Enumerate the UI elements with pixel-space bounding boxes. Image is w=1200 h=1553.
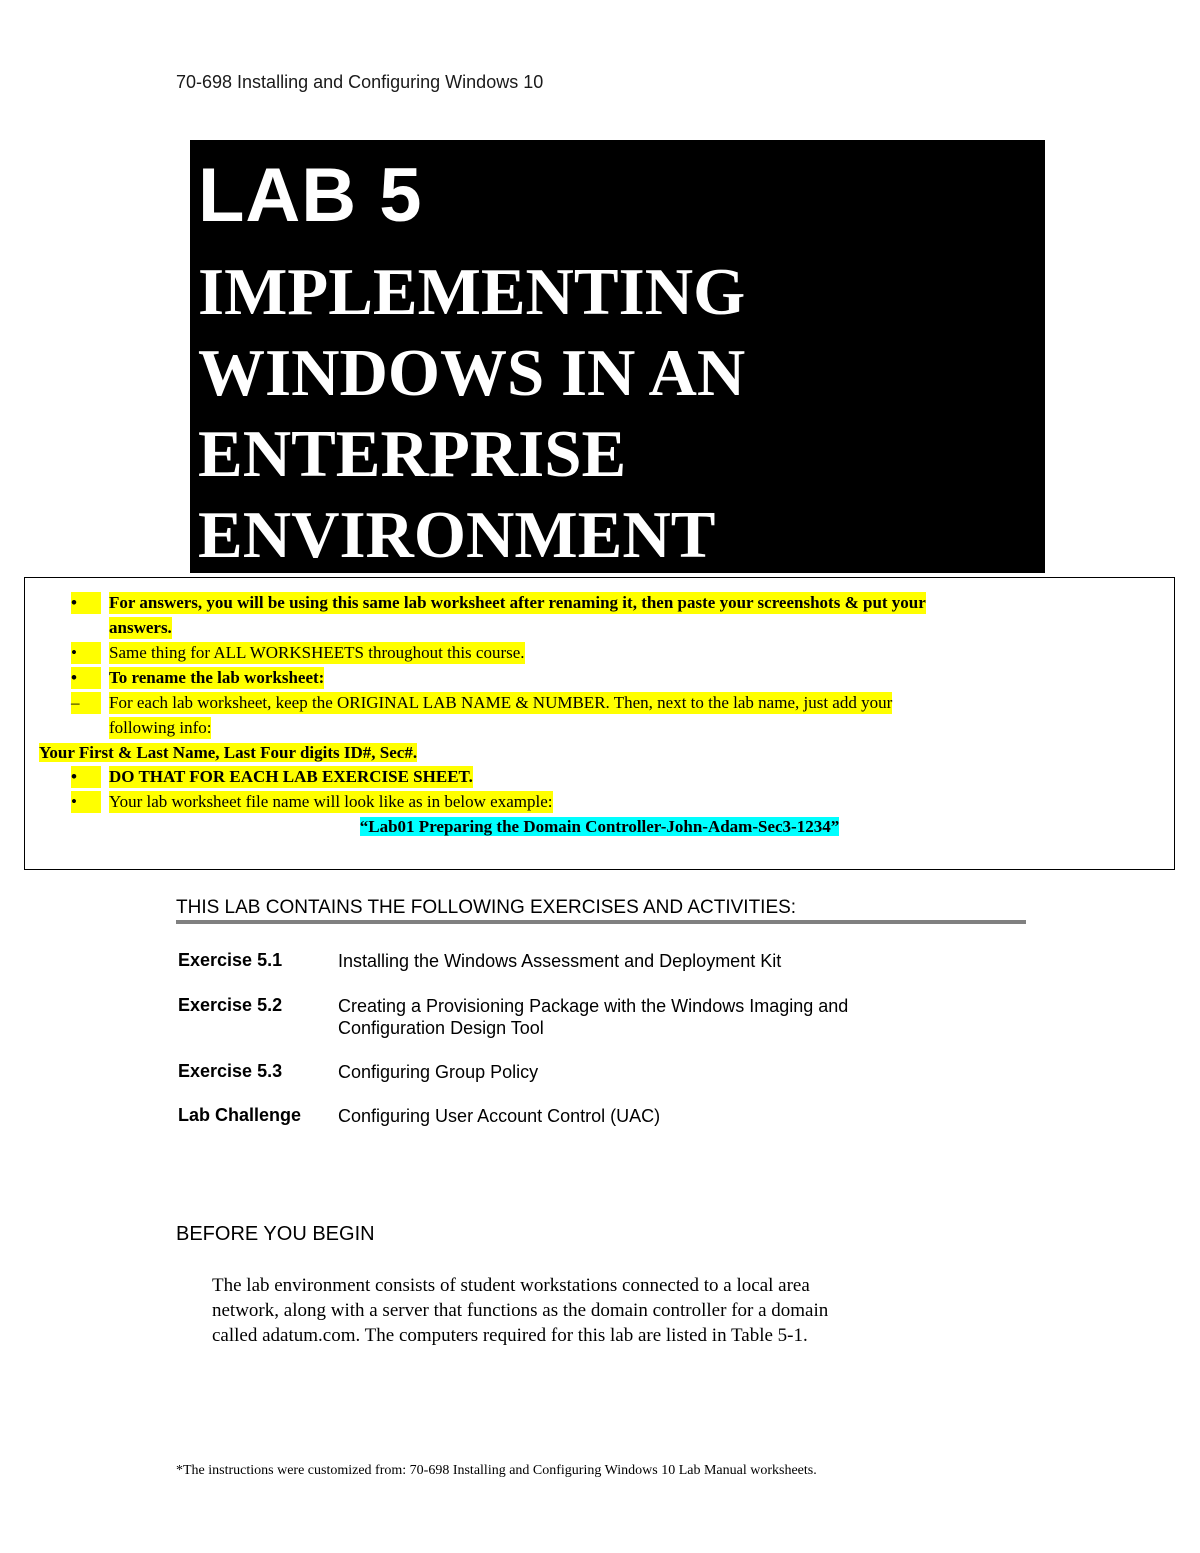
bullet-icon: •	[71, 667, 101, 689]
bullet-icon: •	[71, 791, 101, 813]
instructions-box: • For answers, you will be using this same lab worksheet after renaming it, then paste your screenshots & put your answers. • Same thing for ALL WORKSHEETS throughout this course. • To rename the lab worksheet: – For each lab worksheet, keep the ORIGINAL LAB NAME & NUMBER. Then, next to the lab name, just add your following info: Your First & Last Name, Last Four digits ID#, Sec#. • DO THAT FOR EACH LAB EXERCISE SHEET. • Your lab worksheet file name will look like as in below example: “Lab01 Preparing the Domain Controller-John-Adam-Sec3-1234”	[24, 577, 1175, 870]
lab-title-line: ENVIRONMENT	[198, 498, 716, 572]
lab-number: LAB 5	[198, 153, 423, 238]
before-you-begin-heading: BEFORE YOU BEGIN	[176, 1223, 375, 1245]
exercise-label: Exercise 5.2	[178, 995, 283, 1015]
bullet-icon: •	[71, 592, 101, 614]
exercises-heading: THIS LAB CONTAINS THE FOLLOWING EXERCISES AND ACTIVITIES:	[176, 897, 1026, 924]
lab-title-block	[190, 140, 1045, 573]
before-you-begin-text: The lab environment consists of student workstations connected to a local area network, along with a server that functions as the domain controller for a domain called adatum.com. The computers required for this lab are listed in Table 5-1.	[212, 1275, 829, 1346]
lab-title-line: ENTERPRISE	[198, 417, 627, 491]
exercise-description: Configuring Group Policy	[338, 1062, 539, 1082]
exercise-label: Exercise 5.1	[178, 950, 283, 970]
lab-title-line: WINDOWS IN AN	[198, 336, 746, 410]
bullet-icon: •	[71, 642, 101, 664]
exercise-label: Lab Challenge	[178, 1105, 302, 1125]
exercise-description: Creating a Provisioning Package with the Windows Imaging and Configuration Design Tool	[338, 996, 849, 1038]
exercise-label: Exercise 5.3	[178, 1061, 283, 1081]
example-filename: “Lab01 Preparing the Domain Controller-John-Adam-Sec3-1234”	[359, 817, 840, 836]
bullet-icon: •	[71, 766, 101, 788]
exercise-description: Installing the Windows Assessment and Deployment Kit	[338, 951, 782, 971]
lab-title-line: IMPLEMENTING	[198, 255, 746, 329]
dash-icon: –	[71, 692, 101, 714]
exercise-description: Configuring User Account Control (UAC)	[338, 1106, 661, 1126]
footnote: *The instructions were customized from: 70-698 Installing and Configuring Windows 10 Lab Manual worksheets.	[176, 1463, 817, 1478]
info-line: Your First & Last Name, Last Four digits ID#, Sec#.	[39, 743, 418, 762]
lab-title	[198, 252, 1018, 576]
course-header: 70-698 Installing and Configuring Windows 10	[176, 72, 544, 92]
